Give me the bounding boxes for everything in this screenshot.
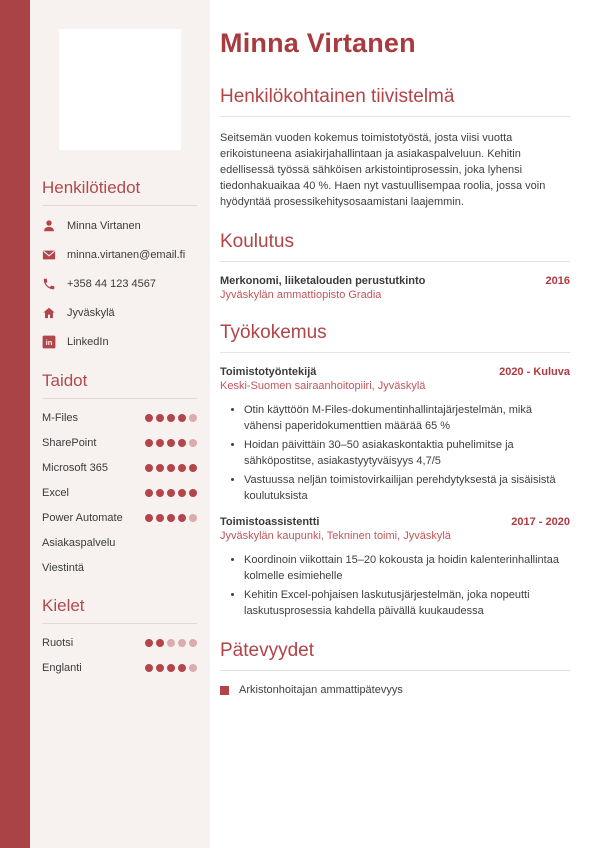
level-dot-filled xyxy=(145,514,153,522)
contact-item-label: Minna Virtanen xyxy=(67,220,141,232)
level-dot-filled xyxy=(178,489,186,497)
user-icon xyxy=(42,219,56,233)
divider xyxy=(220,352,570,353)
home-icon xyxy=(42,306,56,320)
sidebar xyxy=(30,0,210,848)
skill-level-dots xyxy=(145,464,197,472)
contact-item xyxy=(42,277,197,291)
divider xyxy=(220,670,570,671)
job-title: Toimistotyöntekijä xyxy=(220,366,317,378)
main-column xyxy=(210,0,600,848)
skills-section xyxy=(42,371,197,574)
divider xyxy=(220,116,570,117)
experience-entry-header xyxy=(220,516,570,528)
skill-item xyxy=(42,437,197,449)
skill-level-dots xyxy=(145,439,197,447)
divider xyxy=(42,205,197,206)
level-dot-filled xyxy=(156,664,164,672)
skill-name: Microsoft 365 xyxy=(42,462,109,474)
education-entry xyxy=(220,275,570,301)
candidate-name: Minna Virtanen xyxy=(220,28,416,58)
contact-item-label: Jyväskylä xyxy=(67,307,115,319)
skill-item xyxy=(42,562,197,574)
level-dot-empty xyxy=(189,664,197,672)
level-dot-filled xyxy=(167,464,175,472)
skill-name: M-Files xyxy=(42,412,79,424)
languages-list xyxy=(42,637,197,674)
experience-entry xyxy=(220,366,570,504)
level-dot-empty xyxy=(178,639,186,647)
job-achievements xyxy=(220,402,570,504)
level-dot-filled xyxy=(156,414,164,422)
achievement-item: • Vastuussa neljän toimistovirkailijan perehdytyksestä ja sisäisistä koulutuksista xyxy=(244,472,570,504)
education-section-title: Koulutus xyxy=(220,231,294,252)
divider xyxy=(220,261,570,262)
qualifications-section xyxy=(220,640,570,696)
experience-list xyxy=(220,366,570,619)
envelope-icon xyxy=(42,248,56,262)
language-item xyxy=(42,662,197,674)
experience-section-title: Työkokemus xyxy=(220,322,327,343)
summary-section xyxy=(220,86,570,210)
language-level-dots xyxy=(145,639,197,647)
level-dot-filled xyxy=(156,439,164,447)
achievement-item: • Hoidan päivittäin 30–50 asiakaskontaktia puhelimitse ja sähköpostitse, asiakastyytyväisyys 4,7/5 xyxy=(244,437,570,469)
contact-item xyxy=(42,306,197,320)
level-dot-filled xyxy=(189,489,197,497)
languages-section-title: Kielet xyxy=(42,596,85,615)
employer-name: Keski-Suomen sairaanhoitopiiri, Jyväskylä xyxy=(220,380,426,392)
languages-section xyxy=(42,596,197,674)
education-entry-header xyxy=(220,275,570,287)
school-name: Jyväskylän ammattiopisto Gradia xyxy=(220,289,382,301)
skill-item xyxy=(42,512,197,524)
level-dot-filled xyxy=(145,464,153,472)
level-dot-filled xyxy=(178,414,186,422)
level-dot-filled xyxy=(145,664,153,672)
job-achievements xyxy=(220,552,570,619)
contact-item xyxy=(42,219,197,233)
qualifications-list xyxy=(220,684,570,696)
skill-level-dots xyxy=(145,514,197,522)
language-name: Ruotsi xyxy=(42,637,74,649)
svg-text:in: in xyxy=(45,338,53,348)
contact-item-label: LinkedIn xyxy=(67,336,109,348)
level-dot-filled xyxy=(167,664,175,672)
contact-item xyxy=(42,248,197,262)
profile-photo-placeholder xyxy=(59,29,181,150)
level-dot-empty xyxy=(189,414,197,422)
skill-name: Excel xyxy=(42,487,69,499)
level-dot-empty xyxy=(189,439,197,447)
language-name: Englanti xyxy=(42,662,82,674)
language-item xyxy=(42,637,197,649)
level-dot-filled xyxy=(145,489,153,497)
achievement-item: • Kehitin Excel-pohjaisen laskutusjärjestelmän, joka nopeutti laskutusprosessia kahdella päivällä kuukaudessa xyxy=(244,587,570,619)
accent-stripe xyxy=(0,0,30,848)
level-dot-filled xyxy=(167,414,175,422)
job-title: Toimistoassistentti xyxy=(220,516,320,528)
job-period: 2020 - Kuluva xyxy=(499,366,570,378)
education-period: 2016 xyxy=(545,275,570,287)
experience-entry xyxy=(220,516,570,619)
divider xyxy=(42,623,197,624)
level-dot-filled xyxy=(178,514,186,522)
employer-name: Jyväskylän kaupunki, Tekninen toimi, Jyväskylä xyxy=(220,530,451,542)
level-dot-filled xyxy=(167,489,175,497)
language-level-dots xyxy=(145,664,197,672)
level-dot-filled xyxy=(145,414,153,422)
phone-icon xyxy=(42,277,56,291)
skill-level-dots xyxy=(145,414,197,422)
level-dot-filled xyxy=(156,464,164,472)
level-dot-filled xyxy=(178,464,186,472)
achievement-item: • Koordinoin viikottain 15–20 kokousta ja hoidin kalenterinhallintaa kolmelle esimiehelle xyxy=(244,552,570,584)
level-dot-filled xyxy=(167,439,175,447)
skills-section-title: Taidot xyxy=(42,371,88,390)
level-dot-filled xyxy=(167,514,175,522)
contact-item xyxy=(42,335,197,349)
qualification-label: Arkistonhoitajan ammattipätevyys xyxy=(239,684,403,696)
level-dot-filled xyxy=(156,514,164,522)
level-dot-filled xyxy=(189,464,197,472)
skill-item xyxy=(42,462,197,474)
skill-name: Viestintä xyxy=(42,562,84,574)
level-dot-filled xyxy=(156,639,164,647)
contact-section xyxy=(42,178,197,349)
skill-name: SharePoint xyxy=(42,437,97,449)
skill-item xyxy=(42,412,197,424)
achievement-item: • Otin käyttöön M-Files-dokumentinhallintajärjestelmän, mikä vähensi paperidokumenttien määrää 65 % xyxy=(244,402,570,434)
education-section xyxy=(220,231,570,301)
contact-item-label: +358 44 123 4567 xyxy=(67,278,157,290)
qualification-bullet-square xyxy=(220,686,229,695)
level-dot-filled xyxy=(145,639,153,647)
level-dot-empty xyxy=(189,639,197,647)
summary-section-title: Henkilökohtainen tiivistelmä xyxy=(220,86,455,107)
level-dot-filled xyxy=(156,489,164,497)
level-dot-filled xyxy=(178,439,186,447)
education-list xyxy=(220,275,570,301)
contact-list xyxy=(42,219,197,349)
linkedin-icon xyxy=(42,335,56,349)
level-dot-filled xyxy=(145,439,153,447)
summary-text: Seitsemän vuoden kokemus toimistotyöstä, josta viisi vuotta erikoistuneena asiakirjahallintaan ja asiakaspalveluun. Kehitin edellisessä työssä sähköisen arkistointiprosessin, joka lyhensi tiedonhakuaikaa 40 %. Haen nyt vastuullisempaa roolia, jossa voin hyödyntää prosessikehitysosaamistani laajemmin. xyxy=(220,132,546,208)
contact-section-title: Henkilötiedot xyxy=(42,178,141,197)
qualifications-section-title: Pätevyydet xyxy=(220,640,314,661)
skill-level-dots xyxy=(145,489,197,497)
divider xyxy=(42,398,197,399)
experience-section xyxy=(220,322,570,619)
skill-name: Asiakaspalvelu xyxy=(42,537,116,549)
qualification-item xyxy=(220,684,570,696)
job-period: 2017 - 2020 xyxy=(511,516,570,528)
skill-item xyxy=(42,537,197,549)
skills-list xyxy=(42,412,197,574)
degree-title: Merkonomi, liiketalouden perustutkinto xyxy=(220,275,426,287)
level-dot-empty xyxy=(189,514,197,522)
experience-entry-header xyxy=(220,366,570,378)
skill-item xyxy=(42,487,197,499)
level-dot-filled xyxy=(178,664,186,672)
skill-name: Power Automate xyxy=(42,512,123,524)
contact-item-label: minna.virtanen@email.fi xyxy=(67,249,186,261)
level-dot-empty xyxy=(167,639,175,647)
